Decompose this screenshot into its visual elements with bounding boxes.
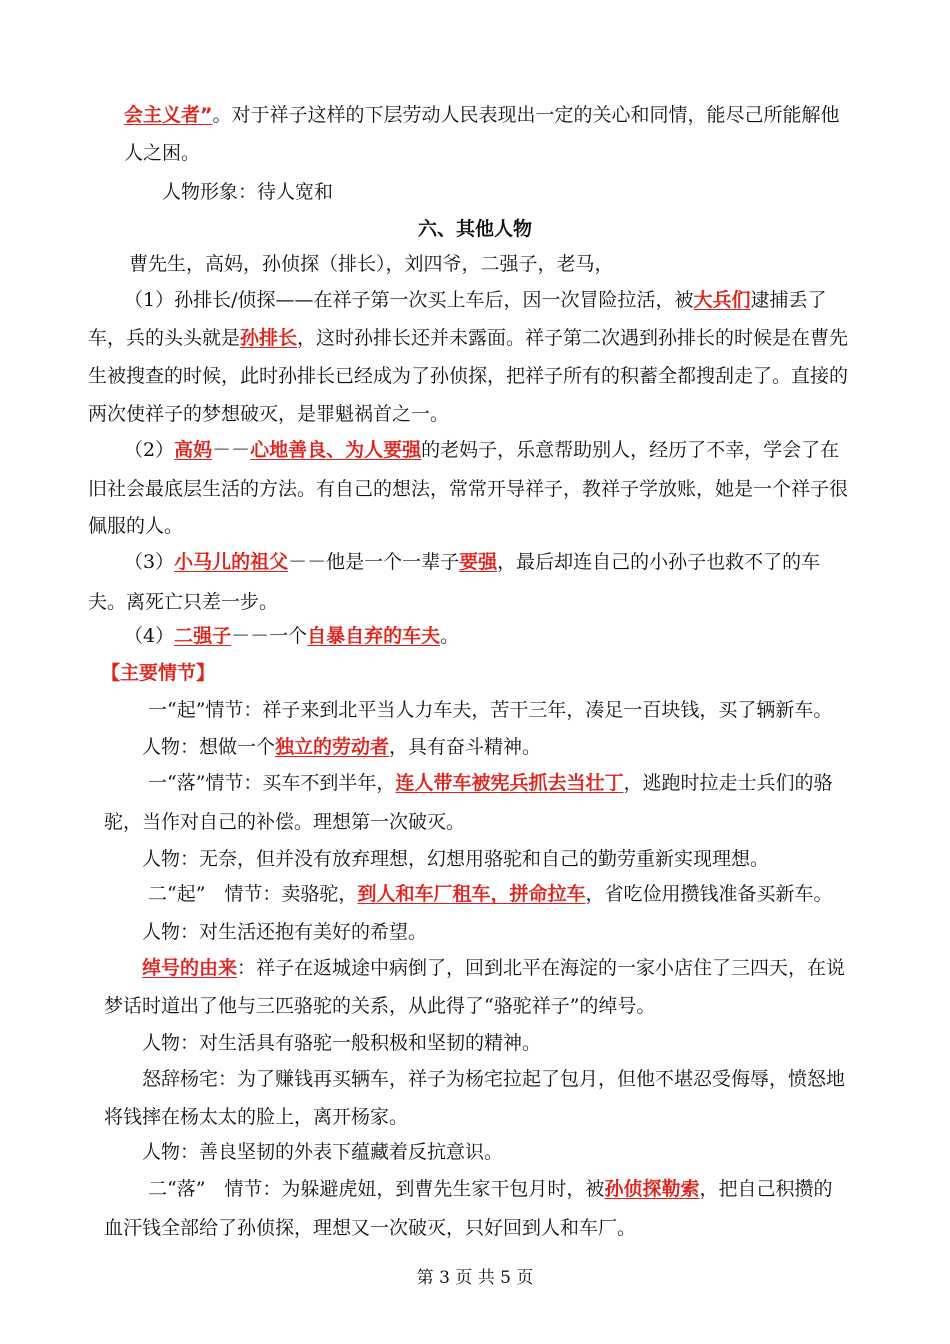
page-number: 第 3 页 共 5 页: [416, 1268, 534, 1288]
highlight-term: 连人带车被宪兵抓去当壮丁: [395, 772, 624, 794]
character-trait: 人物形象：待人宽和: [162, 181, 334, 203]
text-run: ，把自己积攒的: [699, 1178, 833, 1200]
text-run: 车，兵的头头就是: [88, 327, 241, 349]
text-run: 二“落” 情节：为躲避虎妞，到曹先生家干包月时，被: [148, 1178, 605, 1200]
highlight-term: 二强子: [174, 625, 232, 647]
text-run: ，逃跑时拉走士兵们的骆: [623, 772, 833, 794]
plot-line: 怒辞杨宅：为了赚钱再买辆车，祥子为杨宅拉起了包月，但他不堪忍受侮辱，愤怒地: [142, 1068, 846, 1090]
item-line: [124, 624, 459, 648]
text-run: （4）: [124, 625, 175, 647]
text-run: 。: [440, 625, 460, 647]
plot-line: 将钱摔在杨太太的脸上，离开杨家。: [104, 1106, 409, 1128]
text-run: －－: [212, 439, 251, 461]
highlight-term: 绰号的由来: [142, 957, 238, 979]
paragraph-line: [124, 103, 840, 127]
item-line: [124, 550, 820, 574]
highlight-term: 大兵们: [693, 289, 751, 311]
paragraph-line: 人之困。: [124, 142, 201, 164]
text-run: ，最后却连自己的小孙子也救不了的车: [497, 551, 821, 573]
text-run: （1）孙排长/侦探——在祥子第一次买上车后，因一次冒险拉活，被: [124, 289, 694, 311]
plot-line: 人物：对生活具有骆驼一般积极和坚韧的精神。: [142, 1032, 542, 1054]
text-run: 一“落”情节：买车不到半年，: [148, 772, 396, 794]
section-heading: 六、其他人物: [417, 218, 532, 240]
plot-line: [142, 735, 541, 759]
plot-line: 人物：善良坚韧的外表下蕴藏着反抗意识。: [142, 1141, 504, 1163]
item-line: 夫。离死亡只差一步。: [88, 591, 279, 613]
highlight-term: 要强: [459, 551, 498, 573]
highlight-term: 到人和车厂租车，拼命拉车: [357, 883, 586, 905]
plot-line: 人物：对生活还抱有美好的希望。: [142, 921, 428, 943]
highlight-term: 独立的劳动者: [275, 736, 390, 758]
highlight-term: 孙排长: [240, 327, 298, 349]
text-run: ，这时孙排长还并未露面。祥子第二次遇到孙排长的时候是在曹先: [297, 327, 849, 349]
plot-line: 一“起”情节：祥子来到北平当人力车夫，苦干三年，凑足一百块钱，买了辆新车。: [148, 699, 833, 721]
text-run: （2）: [124, 439, 175, 461]
item-line: 佩服的人。: [88, 515, 184, 537]
text-run: ：祥子在返城途中病倒了，回到北平在海淀的一家小店住了三四天，在说: [237, 957, 846, 979]
highlight-term: 心地善良、为人要强: [250, 439, 422, 461]
plot-line: [148, 771, 832, 795]
text-run: （3）: [124, 551, 175, 573]
section-label: 【主要情节】: [101, 662, 216, 684]
item-line: 两次使祥子的梦想破灭，是罪魁祸首之一。: [88, 403, 450, 425]
item-line: 旧社会最底层生活的方法。有自己的想法，常常开导祥子，教祥子学放账，她是一个祥子很: [88, 478, 849, 500]
text-run: 。对于祥子这样的下层劳动人民表现出一定的关心和同情，能尽己所能解他: [212, 104, 840, 126]
item-line: [88, 326, 848, 350]
plot-line: 驼，当作对自己的补偿。理想第一次破灭。: [104, 811, 466, 833]
text-run: 逮捕丢了: [750, 289, 827, 311]
text-run: －－他是一个一辈子: [288, 551, 460, 573]
text-run: －－一个: [231, 625, 308, 647]
text-run: ，省吃俭用攒钱准备买新车。: [585, 883, 833, 905]
text-run: 人物：想做一个: [142, 736, 276, 758]
plot-line: 血汗钱全部给了孙侦探，理想又一次破灭，只好回到人和车厂。: [104, 1217, 637, 1239]
item-line: [124, 288, 827, 312]
text-run: 二“起” 情节：卖骆驼，: [148, 883, 358, 905]
plot-line: 人物：无奈，但并没有放弃理想，幻想用骆驼和自己的勤劳重新实现理想。: [142, 848, 770, 870]
highlight-term: 会主义者”: [124, 104, 213, 126]
plot-line: [148, 882, 832, 906]
highlight-term: 孙侦探勒索: [604, 1178, 700, 1200]
character-list: 曹先生，高妈，孙侦探（排长），刘四爷，二强子，老马，: [129, 253, 614, 275]
highlight-term: 高妈: [174, 439, 213, 461]
highlight-term: 自暴自弃的车夫: [307, 625, 441, 647]
plot-line: 梦话时道出了他与三匹骆驼的关系，从此得了“骆驼祥子”的绰号。: [104, 995, 656, 1017]
plot-line: [148, 1177, 832, 1201]
plot-line: [142, 956, 845, 980]
text-run: 的老妈子，乐意帮助别人，经历了不幸，学会了在: [421, 439, 840, 461]
highlight-term: 小马儿的祖父: [174, 551, 289, 573]
item-line: 生被搜查的时候，此时孙排长已经成为了孙侦探，把祥子所有的积蓄全都搜刮走了。直接的: [88, 365, 849, 387]
text-run: ，具有奋斗精神。: [389, 736, 542, 758]
item-line: [124, 438, 839, 462]
